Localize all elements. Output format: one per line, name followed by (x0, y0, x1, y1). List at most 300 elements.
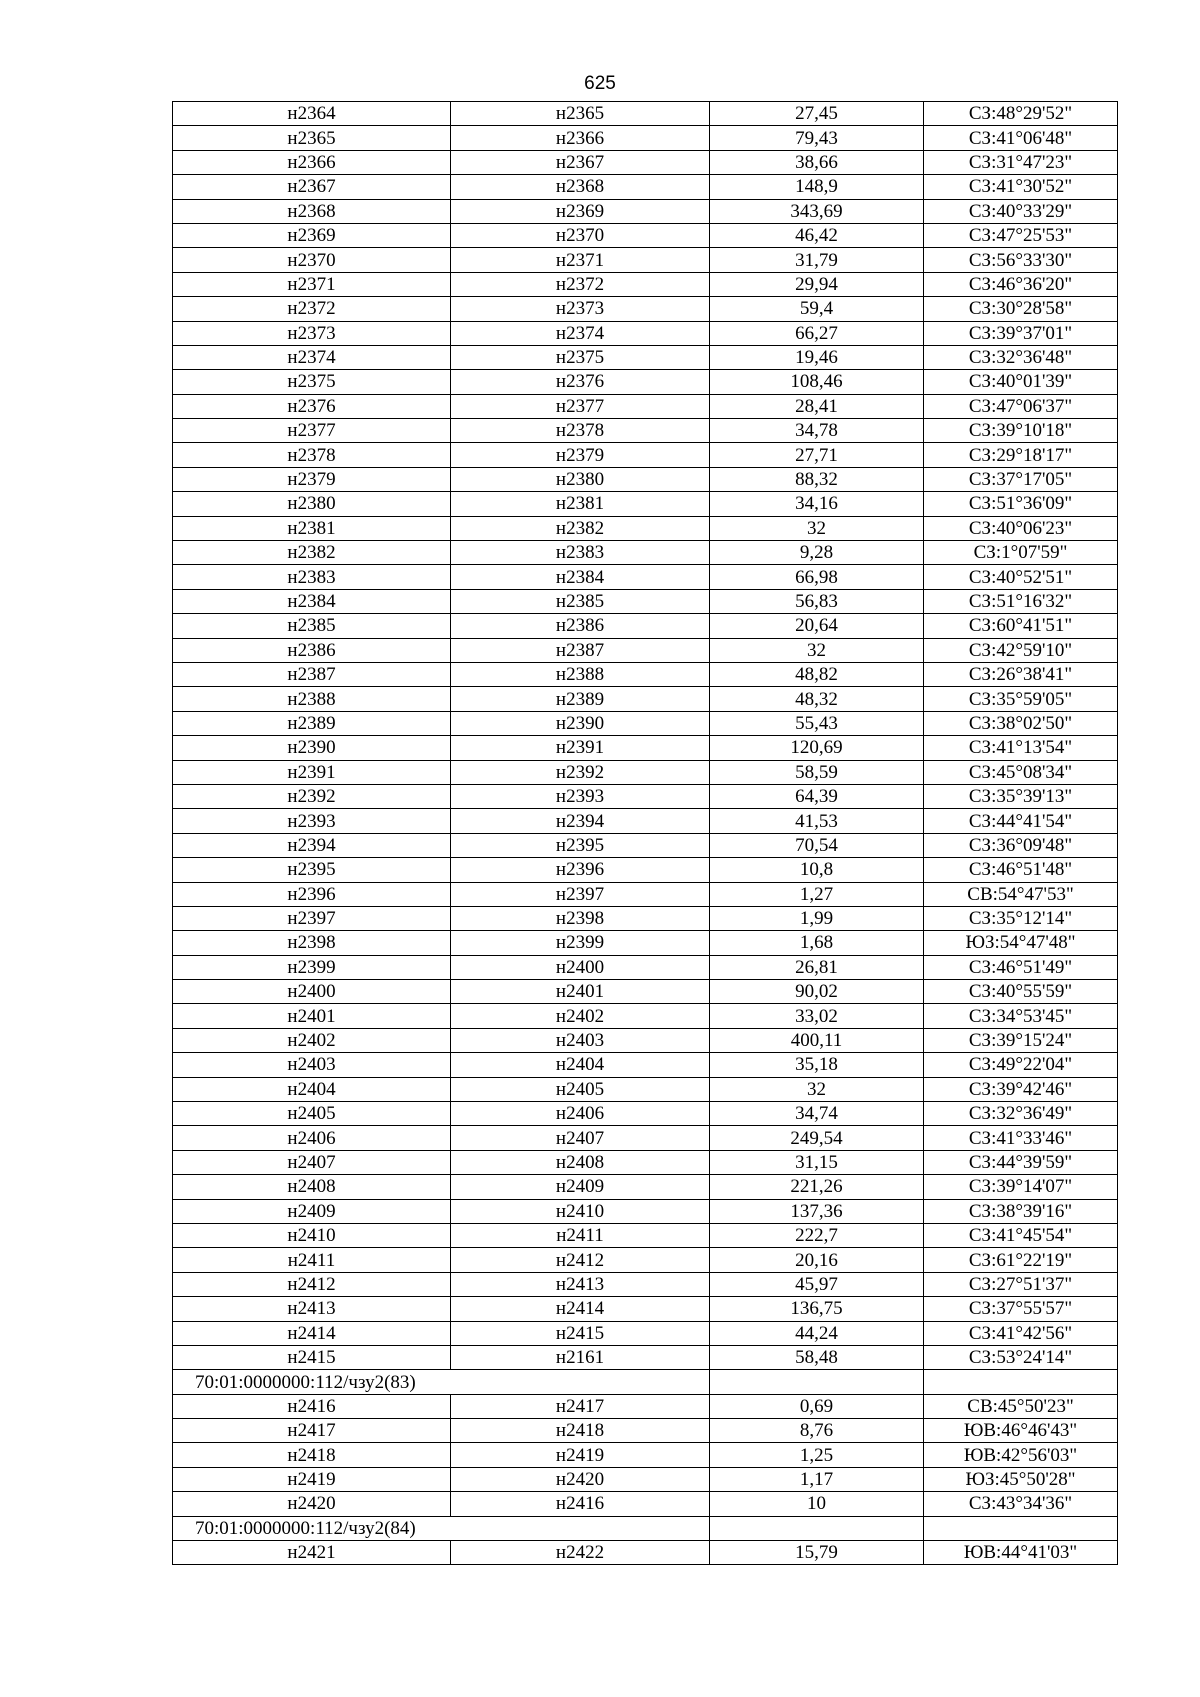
length-cell: 1,68 (710, 931, 924, 955)
table-row (173, 1150, 1118, 1174)
bearing-cell: СЗ:47°06'37" (924, 394, 1118, 418)
point-to-cell: н2367 (451, 150, 710, 174)
point-from-cell: н2369 (173, 223, 451, 247)
bearing-cell: СЗ:45°08'34" (924, 760, 1118, 784)
point-from-cell: н2400 (173, 980, 451, 1004)
length-cell: 8,76 (710, 1419, 924, 1443)
point-to-cell: н2366 (451, 126, 710, 150)
table-row (173, 931, 1118, 955)
point-to-cell: н2396 (451, 858, 710, 882)
point-from-cell: н2383 (173, 565, 451, 589)
table-row (173, 736, 1118, 760)
point-to-cell: н2410 (451, 1199, 710, 1223)
point-to-cell: н2389 (451, 687, 710, 711)
bearing-cell: ЮВ:42°56'03" (924, 1443, 1118, 1467)
length-cell: 38,66 (710, 150, 924, 174)
point-to-cell: н2365 (451, 102, 710, 126)
length-cell: 48,32 (710, 687, 924, 711)
bearing-cell: СЗ:38°39'16" (924, 1199, 1118, 1223)
bearing-cell: СЗ:40°06'23" (924, 516, 1118, 540)
point-from-cell: н2420 (173, 1492, 451, 1516)
length-cell: 0,69 (710, 1394, 924, 1418)
parcel-label-cell: 70:01:0000000:112/чзу2(83) (173, 1370, 710, 1394)
length-cell: 31,15 (710, 1150, 924, 1174)
point-to-cell: н2405 (451, 1077, 710, 1101)
length-cell: 66,98 (710, 565, 924, 589)
point-to-cell: н2374 (451, 321, 710, 345)
bearing-cell: ЮВ:46°46'43" (924, 1419, 1118, 1443)
table-row (173, 1053, 1118, 1077)
length-cell: 29,94 (710, 272, 924, 296)
length-cell: 66,27 (710, 321, 924, 345)
point-from-cell: н2364 (173, 102, 451, 126)
point-to-cell: н2404 (451, 1053, 710, 1077)
point-from-cell: н2374 (173, 345, 451, 369)
table-row (173, 443, 1118, 467)
bearing-cell: СЗ:32°36'48" (924, 345, 1118, 369)
bearing-cell: СЗ:41°13'54" (924, 736, 1118, 760)
bearing-cell: ЮЗ:54°47'48" (924, 931, 1118, 955)
bearing-cell: СЗ:35°39'13" (924, 784, 1118, 808)
table-row (173, 1492, 1118, 1516)
table-row (173, 1175, 1118, 1199)
length-cell: 10 (710, 1492, 924, 1516)
table-row (173, 1004, 1118, 1028)
point-from-cell: н2387 (173, 662, 451, 686)
point-to-cell: н2415 (451, 1321, 710, 1345)
length-cell: 1,27 (710, 882, 924, 906)
table-row (173, 272, 1118, 296)
bearing-cell: ЮЗ:45°50'28" (924, 1467, 1118, 1491)
table-row (173, 1443, 1118, 1467)
table-row (173, 955, 1118, 979)
point-to-cell: н2371 (451, 248, 710, 272)
length-cell: 55,43 (710, 711, 924, 735)
bearing-cell: СЗ:40°33'29" (924, 199, 1118, 223)
point-to-cell: н2392 (451, 760, 710, 784)
length-cell: 90,02 (710, 980, 924, 1004)
point-to-cell: н2408 (451, 1150, 710, 1174)
empty-cell (710, 1516, 924, 1540)
table-row (173, 297, 1118, 321)
point-from-cell: н2375 (173, 370, 451, 394)
point-from-cell: н2421 (173, 1541, 451, 1565)
length-cell: 148,9 (710, 175, 924, 199)
table-row (173, 1223, 1118, 1247)
point-from-cell: н2372 (173, 297, 451, 321)
table-row (173, 614, 1118, 638)
bearing-cell: СЗ:27°51'37" (924, 1272, 1118, 1296)
bearing-cell: СВ:54°47'53" (924, 882, 1118, 906)
point-to-cell: н2387 (451, 638, 710, 662)
table-row (173, 223, 1118, 247)
bearing-cell: СЗ:36°09'48" (924, 833, 1118, 857)
bearing-cell: СЗ:39°10'18" (924, 419, 1118, 443)
table-row (173, 1345, 1118, 1369)
point-to-cell: н2382 (451, 516, 710, 540)
bearing-cell: СЗ:44°39'59" (924, 1150, 1118, 1174)
point-to-cell: н2411 (451, 1223, 710, 1247)
length-cell: 34,74 (710, 1102, 924, 1126)
point-from-cell: н2385 (173, 614, 451, 638)
length-cell: 34,16 (710, 492, 924, 516)
point-from-cell: н2379 (173, 467, 451, 491)
point-from-cell: н2388 (173, 687, 451, 711)
point-to-cell: н2385 (451, 589, 710, 613)
point-to-cell: н2402 (451, 1004, 710, 1028)
point-to-cell: н2379 (451, 443, 710, 467)
point-to-cell: н2384 (451, 565, 710, 589)
bearing-cell: СЗ:32°36'49" (924, 1102, 1118, 1126)
point-from-cell: н2371 (173, 272, 451, 296)
table-row (173, 199, 1118, 223)
point-to-cell: н2383 (451, 541, 710, 565)
bearing-cell: СЗ:39°37'01" (924, 321, 1118, 345)
table-row (173, 1248, 1118, 1272)
table-row (173, 1297, 1118, 1321)
bearing-cell: СЗ:46°51'49" (924, 955, 1118, 979)
point-to-cell: н2403 (451, 1028, 710, 1052)
length-cell: 35,18 (710, 1053, 924, 1077)
table-row (173, 1102, 1118, 1126)
bearing-cell: СЗ:48°29'52" (924, 102, 1118, 126)
length-cell: 27,71 (710, 443, 924, 467)
table-row (173, 126, 1118, 150)
bearing-cell: СЗ:46°36'20" (924, 272, 1118, 296)
table-row (173, 833, 1118, 857)
length-cell: 58,59 (710, 760, 924, 784)
table-row (173, 1541, 1118, 1565)
point-from-cell: н2373 (173, 321, 451, 345)
length-cell: 28,41 (710, 394, 924, 418)
point-from-cell: н2408 (173, 1175, 451, 1199)
point-to-cell: н2388 (451, 662, 710, 686)
table-row (173, 711, 1118, 735)
table-row (173, 1077, 1118, 1101)
table-row (173, 784, 1118, 808)
length-cell: 32 (710, 1077, 924, 1101)
point-to-cell: н2377 (451, 394, 710, 418)
point-to-cell: н2393 (451, 784, 710, 808)
point-to-cell: н2400 (451, 955, 710, 979)
point-to-cell: н2375 (451, 345, 710, 369)
point-from-cell: н2396 (173, 882, 451, 906)
length-cell: 46,42 (710, 223, 924, 247)
point-from-cell: н2409 (173, 1199, 451, 1223)
length-cell: 70,54 (710, 833, 924, 857)
point-to-cell: н2414 (451, 1297, 710, 1321)
point-to-cell: н2416 (451, 1492, 710, 1516)
point-from-cell: н2407 (173, 1150, 451, 1174)
bearing-cell: СЗ:51°36'09" (924, 492, 1118, 516)
bearing-cell: СЗ:35°59'05" (924, 687, 1118, 711)
bearing-cell: СЗ:41°42'56" (924, 1321, 1118, 1345)
point-from-cell: н2381 (173, 516, 451, 540)
point-from-cell: н2417 (173, 1419, 451, 1443)
bearing-cell: СЗ:40°01'39" (924, 370, 1118, 394)
point-from-cell: н2405 (173, 1102, 451, 1126)
point-to-cell: н2395 (451, 833, 710, 857)
point-to-cell: н2394 (451, 809, 710, 833)
bearing-cell: СЗ:1°07'59" (924, 541, 1118, 565)
length-cell: 79,43 (710, 126, 924, 150)
point-to-cell: н2370 (451, 223, 710, 247)
point-to-cell: н2373 (451, 297, 710, 321)
length-cell: 19,46 (710, 345, 924, 369)
bearing-cell: СЗ:26°38'41" (924, 662, 1118, 686)
length-cell: 343,69 (710, 199, 924, 223)
table-row (173, 1394, 1118, 1418)
bearing-cell: СЗ:37°55'57" (924, 1297, 1118, 1321)
length-cell: 1,25 (710, 1443, 924, 1467)
length-cell: 41,53 (710, 809, 924, 833)
bearing-cell: СЗ:37°17'05" (924, 467, 1118, 491)
point-to-cell: н2372 (451, 272, 710, 296)
length-cell: 56,83 (710, 589, 924, 613)
table-row (173, 248, 1118, 272)
section-label-row (173, 1516, 1118, 1540)
length-cell: 15,79 (710, 1541, 924, 1565)
point-from-cell: н2384 (173, 589, 451, 613)
point-to-cell: н2368 (451, 175, 710, 199)
length-cell: 44,24 (710, 1321, 924, 1345)
point-from-cell: н2395 (173, 858, 451, 882)
point-from-cell: н2378 (173, 443, 451, 467)
bearing-cell: СЗ:41°06'48" (924, 126, 1118, 150)
point-from-cell: н2393 (173, 809, 451, 833)
section-label-row (173, 1370, 1118, 1394)
length-cell: 26,81 (710, 955, 924, 979)
table-row (173, 394, 1118, 418)
length-cell: 1,99 (710, 906, 924, 930)
bearing-cell: СЗ:47°25'53" (924, 223, 1118, 247)
bearing-cell: СЗ:41°45'54" (924, 1223, 1118, 1247)
point-from-cell: н2389 (173, 711, 451, 735)
bearing-cell: СЗ:39°15'24" (924, 1028, 1118, 1052)
point-to-cell: н2399 (451, 931, 710, 955)
point-from-cell: н2392 (173, 784, 451, 808)
bearing-cell: СЗ:41°33'46" (924, 1126, 1118, 1150)
point-to-cell: н2161 (451, 1345, 710, 1369)
bearing-cell: СЗ:39°14'07" (924, 1175, 1118, 1199)
point-from-cell: н2403 (173, 1053, 451, 1077)
point-to-cell: н2380 (451, 467, 710, 491)
bearing-cell: ЮВ:44°41'03" (924, 1541, 1118, 1565)
point-from-cell: н2412 (173, 1272, 451, 1296)
table-row (173, 565, 1118, 589)
point-to-cell: н2420 (451, 1467, 710, 1491)
point-from-cell: н2404 (173, 1077, 451, 1101)
bearing-cell: СЗ:41°30'52" (924, 175, 1118, 199)
table-row (173, 1321, 1118, 1345)
coordinates-table-body (173, 102, 1118, 1565)
table-row (173, 492, 1118, 516)
point-to-cell: н2369 (451, 199, 710, 223)
length-cell: 20,64 (710, 614, 924, 638)
length-cell: 58,48 (710, 1345, 924, 1369)
bearing-cell: СЗ:42°59'10" (924, 638, 1118, 662)
length-cell: 32 (710, 638, 924, 662)
point-from-cell: н2416 (173, 1394, 451, 1418)
length-cell: 88,32 (710, 467, 924, 491)
length-cell: 34,78 (710, 419, 924, 443)
table-row (173, 662, 1118, 686)
length-cell: 136,75 (710, 1297, 924, 1321)
point-from-cell: н2382 (173, 541, 451, 565)
point-to-cell: н2391 (451, 736, 710, 760)
table-row (173, 467, 1118, 491)
point-from-cell: н2366 (173, 150, 451, 174)
point-to-cell: н2386 (451, 614, 710, 638)
bearing-cell: СЗ:31°47'23" (924, 150, 1118, 174)
point-from-cell: н2411 (173, 1248, 451, 1272)
page-number: 625 (584, 73, 616, 94)
bearing-cell: СЗ:40°52'51" (924, 565, 1118, 589)
bearing-cell: СЗ:29°18'17" (924, 443, 1118, 467)
empty-cell (710, 1370, 924, 1394)
length-cell: 32 (710, 516, 924, 540)
bearing-cell: СЗ:34°53'45" (924, 1004, 1118, 1028)
point-to-cell: н2401 (451, 980, 710, 1004)
table-row (173, 638, 1118, 662)
table-row (173, 175, 1118, 199)
point-to-cell: н2378 (451, 419, 710, 443)
table-row (173, 370, 1118, 394)
point-to-cell: н2406 (451, 1102, 710, 1126)
point-from-cell: н2386 (173, 638, 451, 662)
bearing-cell: СВ:45°50'23" (924, 1394, 1118, 1418)
length-cell: 31,79 (710, 248, 924, 272)
point-from-cell: н2419 (173, 1467, 451, 1491)
bearing-cell: СЗ:35°12'14" (924, 906, 1118, 930)
table-row (173, 809, 1118, 833)
point-from-cell: н2370 (173, 248, 451, 272)
table-row (173, 760, 1118, 784)
point-from-cell: н2365 (173, 126, 451, 150)
point-from-cell: н2406 (173, 1126, 451, 1150)
point-from-cell: н2380 (173, 492, 451, 516)
length-cell: 249,54 (710, 1126, 924, 1150)
table-row (173, 687, 1118, 711)
point-from-cell: н2367 (173, 175, 451, 199)
point-to-cell: н2418 (451, 1419, 710, 1443)
table-row (173, 1126, 1118, 1150)
point-from-cell: н2401 (173, 1004, 451, 1028)
table-row (173, 102, 1118, 126)
table-row (173, 1028, 1118, 1052)
bearing-cell: СЗ:53°24'14" (924, 1345, 1118, 1369)
table-row (173, 906, 1118, 930)
length-cell: 9,28 (710, 541, 924, 565)
length-cell: 1,17 (710, 1467, 924, 1491)
point-from-cell: н2418 (173, 1443, 451, 1467)
length-cell: 221,26 (710, 1175, 924, 1199)
bearing-cell: СЗ:61°22'19" (924, 1248, 1118, 1272)
table-row (173, 858, 1118, 882)
length-cell: 64,39 (710, 784, 924, 808)
length-cell: 59,4 (710, 297, 924, 321)
point-from-cell: н2415 (173, 1345, 451, 1369)
bearing-cell: СЗ:56°33'30" (924, 248, 1118, 272)
table-row (173, 882, 1118, 906)
length-cell: 10,8 (710, 858, 924, 882)
length-cell: 222,7 (710, 1223, 924, 1247)
table-row (173, 419, 1118, 443)
point-from-cell: н2402 (173, 1028, 451, 1052)
bearing-cell: СЗ:49°22'04" (924, 1053, 1118, 1077)
point-to-cell: н2376 (451, 370, 710, 394)
point-from-cell: н2399 (173, 955, 451, 979)
point-from-cell: н2398 (173, 931, 451, 955)
point-to-cell: н2413 (451, 1272, 710, 1296)
point-to-cell: н2419 (451, 1443, 710, 1467)
parcel-label-cell: 70:01:0000000:112/чзу2(84) (173, 1516, 710, 1540)
point-to-cell: н2407 (451, 1126, 710, 1150)
length-cell: 137,36 (710, 1199, 924, 1223)
bearing-cell: СЗ:51°16'32" (924, 589, 1118, 613)
table-row (173, 1199, 1118, 1223)
empty-cell (924, 1370, 1118, 1394)
empty-cell (924, 1516, 1118, 1540)
length-cell: 27,45 (710, 102, 924, 126)
table-row (173, 345, 1118, 369)
point-to-cell: н2412 (451, 1248, 710, 1272)
bearing-cell: СЗ:43°34'36" (924, 1492, 1118, 1516)
bearing-cell: СЗ:40°55'59" (924, 980, 1118, 1004)
length-cell: 20,16 (710, 1248, 924, 1272)
bearing-cell: СЗ:38°02'50" (924, 711, 1118, 735)
point-from-cell: н2376 (173, 394, 451, 418)
table-row (173, 980, 1118, 1004)
table-row (173, 1272, 1118, 1296)
length-cell: 33,02 (710, 1004, 924, 1028)
table-row (173, 1419, 1118, 1443)
point-from-cell: н2397 (173, 906, 451, 930)
bearing-cell: СЗ:44°41'54" (924, 809, 1118, 833)
point-to-cell: н2397 (451, 882, 710, 906)
point-from-cell: н2377 (173, 419, 451, 443)
point-to-cell: н2417 (451, 1394, 710, 1418)
table-row (173, 321, 1118, 345)
length-cell: 48,82 (710, 662, 924, 686)
point-to-cell: н2381 (451, 492, 710, 516)
bearing-cell: СЗ:46°51'48" (924, 858, 1118, 882)
length-cell: 108,46 (710, 370, 924, 394)
point-to-cell: н2409 (451, 1175, 710, 1199)
length-cell: 45,97 (710, 1272, 924, 1296)
table-row (173, 150, 1118, 174)
point-to-cell: н2422 (451, 1541, 710, 1565)
point-from-cell: н2410 (173, 1223, 451, 1247)
length-cell: 400,11 (710, 1028, 924, 1052)
bearing-cell: СЗ:60°41'51" (924, 614, 1118, 638)
point-from-cell: н2394 (173, 833, 451, 857)
point-from-cell: н2413 (173, 1297, 451, 1321)
point-from-cell: н2390 (173, 736, 451, 760)
point-from-cell: н2414 (173, 1321, 451, 1345)
table-row (173, 589, 1118, 613)
point-to-cell: н2390 (451, 711, 710, 735)
table-row (173, 516, 1118, 540)
bearing-cell: СЗ:39°42'46" (924, 1077, 1118, 1101)
bearing-cell: СЗ:30°28'58" (924, 297, 1118, 321)
point-from-cell: н2391 (173, 760, 451, 784)
length-cell: 120,69 (710, 736, 924, 760)
table-row (173, 1467, 1118, 1491)
point-to-cell: н2398 (451, 906, 710, 930)
point-from-cell: н2368 (173, 199, 451, 223)
table-row (173, 541, 1118, 565)
